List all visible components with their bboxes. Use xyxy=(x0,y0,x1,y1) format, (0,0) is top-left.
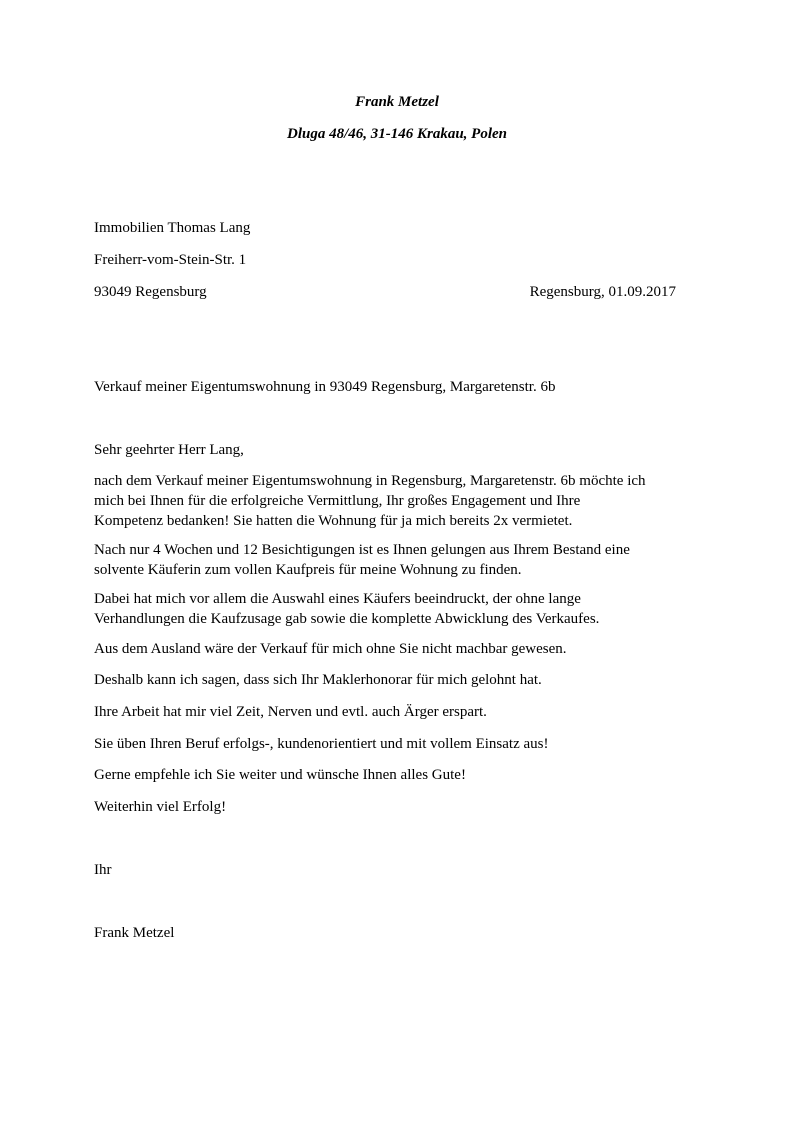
body-paragraph-2 xyxy=(94,540,704,580)
paragraph-line: Verhandlungen die Kaufzusage gab sowie die komplette Abwicklung des Verkaufes. xyxy=(94,611,600,627)
paragraph-line: Dabei hat mich vor allem die Auswahl eines Käufers beeindruckt, der ohne lange xyxy=(94,591,581,607)
paragraph-line: Kompetenz bedanken! Sie hatten die Wohnung für ja mich bereits 2x vermietet. xyxy=(94,513,573,529)
body-paragraph-3 xyxy=(94,589,704,629)
body-paragraph-4: Aus dem Ausland wäre der Verkauf für mich ohne Sie nicht machbar gewesen. xyxy=(94,641,567,657)
body-paragraph-1 xyxy=(94,471,704,531)
paragraph-line: Nach nur 4 Wochen und 12 Besichtigungen ist es Ihnen gelungen aus Ihrem Bestand eine xyxy=(94,542,630,558)
body-paragraph-8: Gerne empfehle ich Sie weiter und wünsche Ihnen alles Gute! xyxy=(94,767,466,783)
body-paragraph-5: Deshalb kann ich sagen, dass sich Ihr Maklerhonorar für mich gelohnt hat. xyxy=(94,672,542,688)
body-paragraph-7: Sie üben Ihren Beruf erfolgs-, kundenorientiert und mit vollem Einsatz aus! xyxy=(94,736,549,752)
signature-name: Frank Metzel xyxy=(94,925,175,941)
paragraph-line: mich bei Ihnen für die erfolgreiche Vermittlung, Ihr großes Engagement und Ihre xyxy=(94,493,581,509)
paragraph-line: solvente Käuferin zum vollen Kaufpreis für meine Wohnung zu finden. xyxy=(94,562,522,578)
recipient-name: Immobilien Thomas Lang xyxy=(94,220,251,236)
salutation: Sehr geehrter Herr Lang, xyxy=(94,442,244,458)
body-paragraph-9: Weiterhin viel Erfolg! xyxy=(94,799,227,815)
letter-date: Regensburg, 01.09.2017 xyxy=(529,284,676,300)
letter-subject: Verkauf meiner Eigentumswohnung in 93049 Regensburg, Margaretenstr. 6b xyxy=(94,379,556,395)
paragraph-line: nach dem Verkauf meiner Eigentumswohnung in Regensburg, Margaretenstr. 6b möchte ich xyxy=(94,473,646,489)
sender-address: Dluga 48/46, 31-146 Krakau, Polen xyxy=(286,126,508,142)
recipient-city: 93049 Regensburg xyxy=(94,284,207,300)
recipient-street: Freiherr-vom-Stein-Str. 1 xyxy=(94,252,247,268)
closing: Ihr xyxy=(94,862,112,878)
sender-name: Frank Metzel xyxy=(355,94,439,110)
body-paragraph-6: Ihre Arbeit hat mir viel Zeit, Nerven und evtl. auch Ärger erspart. xyxy=(94,704,487,720)
